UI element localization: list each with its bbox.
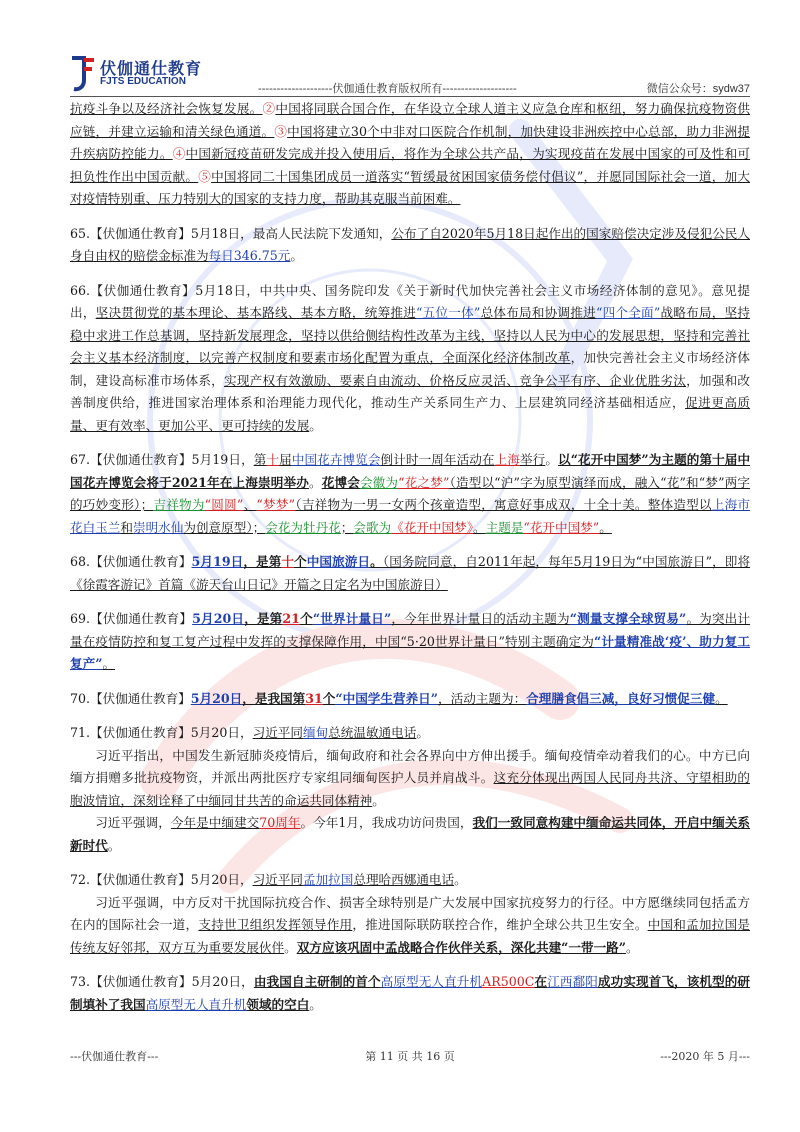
- text-run: 每日346.75元: [208, 248, 291, 263]
- text-run: 支持世卫组织发挥领导作用: [198, 917, 353, 932]
- text-run: ，是第: [243, 554, 282, 569]
- item-66: [70, 280, 750, 438]
- text-run: 合理膳食倡三减，良好习惯促三健: [526, 690, 716, 706]
- page-footer: [70, 1048, 750, 1068]
- text-run: 崇明水仙: [132, 519, 184, 535]
- text-run: 这充分体现出两国人民同舟共济、守望相助的胞波情谊，深刻诠释了中缅同甘共苦的命运共同体精神: [70, 770, 751, 808]
- copyright-notice: --------------------伏伽通仕教育版权所有--------------------: [258, 82, 517, 95]
- item-68: [70, 551, 750, 596]
- text-run: “花开中国梦”: [523, 519, 600, 535]
- text-run: 上海市花白玉兰: [70, 497, 751, 535]
- text-run: ⑤: [198, 168, 212, 184]
- text-run: 71.【伏伽通仕教育】5月20日，: [70, 725, 253, 740]
- text-run: ，加快完善社会主义市场经济体制，建设高标准市场体系，: [70, 350, 751, 388]
- text-run: 中国将同二十国集团成员一道落实“暂缓最贫困国家债务偿付倡议”，并愿同国际社会一道，加大对疫情特别重、压力特别大的国家的支持力度，帮助其克服当前困难。: [70, 168, 750, 206]
- text-run: 届: [279, 452, 292, 467]
- text-run: 孟加拉国: [302, 872, 354, 887]
- text-run: “花之梦”: [398, 474, 450, 490]
- text-run: 《花开中国梦》: [391, 519, 473, 535]
- text-run: “五位一体”: [416, 305, 481, 320]
- text-run: 会歌为: [353, 519, 392, 535]
- text-run: 。: [308, 474, 322, 490]
- header-divider: [70, 96, 750, 97]
- footer-date: ---2020 年 5 月---: [660, 1050, 750, 1063]
- text-run: 5月20日: [192, 611, 245, 626]
- text-run: 习近平强调，中方反对干扰国际抗疫合作、损害全球特别是广大发展中国家抗疫努力的行径。中方愿继续同包括孟方在内的国际社会一道，: [70, 894, 750, 932]
- text-run: ，是我国第: [242, 690, 306, 706]
- text-run: ，今年世界计量日的活动主题为: [391, 611, 570, 626]
- text-run: 67.【伏伽通仕教育】5月19日，: [70, 452, 254, 467]
- text-run: 。: [290, 248, 303, 263]
- text-run: 。今年1月，我成功访问贵国，: [300, 815, 473, 830]
- text-run: 68.【伏伽通仕教育】: [70, 554, 192, 569]
- text-run: ，加强和改善制度供给，推进国家治理体系和治理能力现代化，推动生产关系同生产力、上层建筑同经济基础相适应，: [70, 372, 751, 410]
- text-run: 。: [309, 996, 322, 1012]
- text-run: ，活动主题为：: [438, 690, 527, 706]
- logo-text-en: FJTS EDUCATION: [100, 76, 186, 87]
- text-run: 中国将建立30个中非对口医院合作机制，加快建设非洲疾控中心总部，助力非洲提升疾病防控能力。: [70, 123, 751, 161]
- text-run: 会徽为: [359, 474, 399, 490]
- text-run: 73.【伏伽通仕教育】5月20日，: [70, 974, 254, 989]
- text-run: 十: [266, 452, 280, 467]
- text-run: 缅甸: [302, 725, 329, 740]
- text-run: 在: [534, 974, 548, 989]
- text-run: “四个全面”: [595, 305, 661, 320]
- text-run: ；: [340, 519, 354, 535]
- logo-mark-icon: [70, 54, 96, 92]
- text-run: “圆圆”: [204, 497, 244, 512]
- item-71-heading: [70, 722, 750, 745]
- item-67: [70, 449, 750, 539]
- brand-logo: [70, 52, 220, 96]
- text-run: ③: [274, 123, 288, 139]
- text-run: ，是第: [244, 611, 283, 626]
- text-run: （吉祥物为一男一女两个孩童造型，寓意好事成双，十全十美。整体造型以: [295, 497, 712, 512]
- text-run: 中国花卉博览会: [291, 452, 381, 467]
- text-run: 会花为牡丹花: [265, 519, 341, 535]
- text-run: 。: [107, 837, 121, 853]
- text-run: 。: [416, 725, 429, 740]
- text-run: AR500C: [482, 974, 535, 989]
- text-run: 66.【伏伽通仕教育】5月18日，中共中央、国务院印发《关于新时代加快完善社会主义市场经济体制的意见》。意见提出，: [70, 282, 750, 320]
- text-run: 实现产权有效激励、要素自由流动、价格反应灵活、竞争公平有序、企业优胜劣汰: [224, 372, 687, 388]
- text-run: 个: [322, 690, 336, 706]
- text-run: 。: [473, 519, 486, 535]
- text-run: “中国学生营养日”: [335, 690, 439, 706]
- text-run: 双方应该巩固中孟战略合作伙伴关系，深化共建“一带一路”: [296, 939, 627, 955]
- text-run: 习近平同: [252, 725, 303, 740]
- text-run: 习近平同: [252, 872, 303, 887]
- text-run: 江西鄱阳: [547, 974, 598, 989]
- text-run: 抗疫斗争以及经济社会恢复发展。: [70, 101, 263, 116]
- text-run: （造型以“沪”字为原型演绎而成，融入“花”和“梦”两字的巧妙变形）；: [70, 474, 751, 512]
- text-run: “世界计量日”: [312, 611, 392, 626]
- text-run: 72.【伏伽通仕教育】5月20日，: [70, 872, 253, 887]
- item-65: [70, 223, 750, 268]
- text-run: 。: [372, 792, 385, 808]
- text-run: 十: [281, 554, 295, 569]
- text-run: 主题是: [485, 519, 524, 535]
- text-run: 。为突出计量在疫情防控和复工复产过程中发挥的支撑保障作用，中国“5·20世界计量日”特别主题确定为: [70, 611, 751, 649]
- text-run: “测量支撑全球贸易”: [569, 611, 687, 626]
- item-70: [70, 688, 750, 711]
- text-run: 中国将同联合国合作，在华设立全球人道主义应急仓库和枢纽，努力确保抗疫物资供应链，并建立运输和清关绿色通道。: [70, 101, 751, 139]
- text-run: 中国和孟加拉国是传统友好邻邦，双方互为重要发展伙伴: [70, 917, 751, 955]
- text-run: 31: [305, 690, 323, 706]
- text-run: 69.【伏伽通仕教育】: [70, 611, 193, 626]
- text-run: 领域的空白: [246, 996, 310, 1012]
- text-run: 。: [370, 554, 383, 569]
- text-run: 总理哈西娜通电话: [353, 872, 455, 887]
- text-run: 高原型无人直升机: [145, 996, 247, 1012]
- text-run: 吉祥物为: [153, 497, 205, 512]
- text-run: 今年是中缅建交: [170, 815, 260, 830]
- logo-text-cn: 伏伽通仕教育: [100, 59, 203, 78]
- item-72-paragraph-1: [70, 892, 750, 960]
- text-run: 70周年: [259, 815, 301, 830]
- text-run: 成功实现首飞，该机型的研制填补了我国: [70, 974, 751, 1012]
- text-run: 公布了自2020年5月18日起作出的国家赔偿决定涉及侵犯公民人身自由权的赔偿金标准为: [70, 225, 750, 263]
- text-run: 习近平强调，: [95, 815, 171, 830]
- text-run: 第: [253, 452, 267, 467]
- footer-brand: ---伏伽通仕教育---: [70, 1050, 159, 1063]
- text-run: 个: [299, 611, 313, 626]
- text-run: 中国新冠疫苗研发完成并投入使用后，将作为全球公共产品，为实现疫苗在发展中国家的可及性和可担负性作出中国贡献。: [70, 146, 751, 184]
- text-run: 65.【伏伽通仕教育】5月18日，最高人民法院下发通知，: [70, 225, 392, 241]
- document-body: [70, 98, 750, 1016]
- text-run: “梦梦”: [256, 497, 296, 512]
- text-run: 战略布局，坚持稳中求进工作总基调，坚持新发展理念，坚持以供给侧结构性改革为主线，坚持以人民为中心的发展思想，坚持和完善社会主义基本经济制度，以完善产权制度和要素市场化配置为重点，全面深化经济体制改革: [70, 305, 751, 365]
- item-64-continued: [70, 98, 750, 211]
- text-run: 以“花开中国梦”为主题的第十届中国花卉博览会将于2021年在上海崇明举办: [70, 452, 751, 490]
- text-run: 高原型无人直升机: [380, 974, 483, 989]
- text-run: 。: [454, 872, 467, 887]
- text-run: 由我国自主研制的首个: [253, 974, 381, 989]
- text-run: 我们一致同意构建中缅命运共同体，开启中缅关系新时代: [70, 815, 751, 853]
- text-run: 个: [294, 554, 307, 569]
- text-run: 。: [102, 656, 116, 671]
- text-run: 。: [545, 452, 559, 467]
- text-run: 花博会: [321, 474, 360, 490]
- text-run: 、: [243, 497, 257, 512]
- text-run: 。: [715, 690, 728, 706]
- text-run: 中国旅游日: [306, 554, 371, 569]
- text-run: 5月20日: [190, 690, 243, 706]
- item-73: [70, 971, 750, 1016]
- text-run: 。: [309, 417, 322, 433]
- item-69: [70, 608, 750, 676]
- text-run: 坚决贯彻党的基本理论、基本路线、基本方略，统筹推进: [95, 305, 417, 320]
- text-run: ，推进国际联防联控合作，维护全球公共卫生安全。: [352, 917, 648, 932]
- text-run: ④: [172, 146, 186, 161]
- text-run: 总体布局和协调推进: [480, 305, 596, 320]
- text-run: （国务院同意，自2011年起，每年5月19日为“中国旅游日”，即将《徐霞客游记》首篇《游天台山日记》开篇之日定名为中国旅游日）: [70, 554, 751, 592]
- text-run: 总统温敏通电话: [328, 725, 417, 740]
- text-run: 上海: [494, 452, 520, 467]
- item-71-paragraph-2: [70, 812, 750, 857]
- text-run: 举行: [520, 452, 546, 467]
- text-run: ②: [262, 101, 276, 116]
- text-run: 习近平指出，中国发生新冠肺炎疫情后，缅甸政府和社会各界向中方伸出援手。缅甸疫情牵动着我们的心。中方已向缅方捐赠多批抗疫物资，并派出两批医疗专家组同缅甸医护人员并肩战斗。: [70, 747, 750, 785]
- text-run: 。: [284, 939, 297, 955]
- text-run: 70.【伏伽通仕教育】: [70, 690, 191, 706]
- page-header: [70, 52, 750, 96]
- page-number: 第 11 页 共 16 页: [365, 1050, 455, 1063]
- text-run: 5月19日: [191, 554, 244, 569]
- text-run: “计量精准战‘疫’、助力复工复产”: [70, 633, 750, 671]
- text-run: 和: [120, 519, 133, 535]
- text-run: 。: [599, 519, 612, 535]
- text-run: 。: [626, 939, 639, 955]
- text-run: 促进更高质量、更有效率、更加公平、更可持续的发展: [70, 395, 751, 433]
- text-run: 为创意原型）；: [183, 519, 266, 535]
- item-72-heading: [70, 869, 750, 892]
- text-run: 21: [282, 611, 300, 626]
- wechat-account: 微信公众号：sydw37: [646, 83, 750, 95]
- text-run: 倒计时一周年活动在: [380, 452, 495, 467]
- item-71-paragraph-1: [70, 745, 750, 813]
